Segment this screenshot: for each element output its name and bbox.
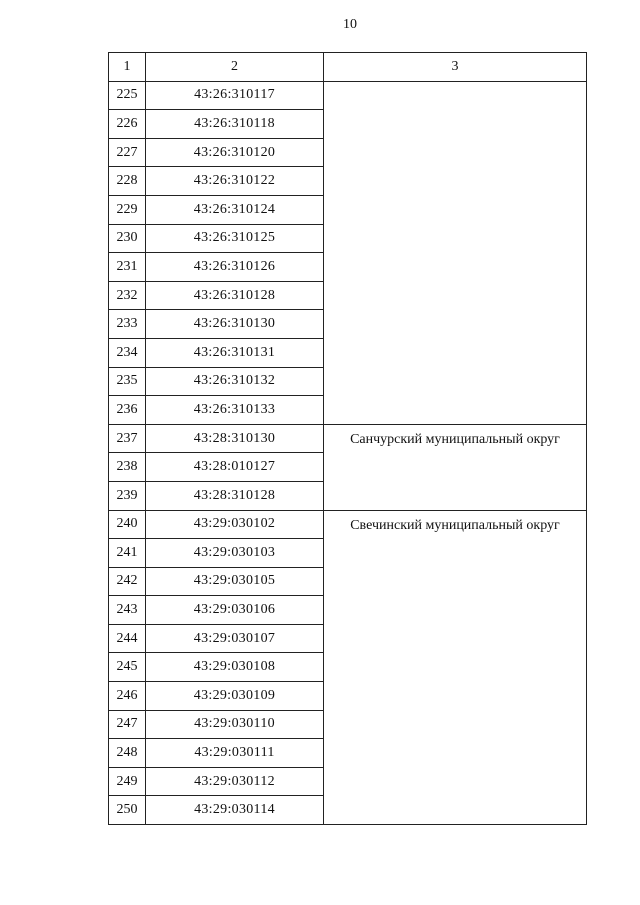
table-row (109, 510, 587, 539)
page-number: 10 (343, 17, 357, 32)
header-col-1: 1 (109, 53, 146, 82)
municipal-district-cell: Свечинский муниципальный округ (324, 510, 587, 825)
cadastral-number: 43:26:310126 (146, 253, 324, 282)
cadastral-number: 43:29:030105 (146, 567, 324, 596)
cadastral-number: 43:29:030112 (146, 767, 324, 796)
row-number: 239 (109, 481, 146, 510)
cadastral-number: 43:26:310131 (146, 338, 324, 367)
municipal-district-cell (324, 81, 587, 424)
row-number: 235 (109, 367, 146, 396)
row-number: 225 (109, 81, 146, 110)
row-number: 247 (109, 710, 146, 739)
header-col-2: 2 (146, 53, 324, 82)
row-number: 229 (109, 195, 146, 224)
cadastral-number: 43:26:310120 (146, 138, 324, 167)
table-body (109, 81, 587, 824)
row-number: 243 (109, 596, 146, 625)
cadastral-number: 43:29:030102 (146, 510, 324, 539)
cadastral-number: 43:29:030109 (146, 682, 324, 711)
cadastral-number: 43:26:310118 (146, 110, 324, 139)
row-number: 246 (109, 682, 146, 711)
row-number: 237 (109, 424, 146, 453)
row-number: 230 (109, 224, 146, 253)
cadastral-number: 43:29:030107 (146, 624, 324, 653)
cadastral-number: 43:26:310132 (146, 367, 324, 396)
cadastral-number: 43:28:010127 (146, 453, 324, 482)
header-col-3: 3 (324, 53, 587, 82)
cadastral-number: 43:29:030103 (146, 539, 324, 568)
row-number: 248 (109, 739, 146, 768)
cadastral-number: 43:26:310122 (146, 167, 324, 196)
cadastral-number: 43:29:030114 (146, 796, 324, 825)
row-number: 242 (109, 567, 146, 596)
row-number: 245 (109, 653, 146, 682)
cadastral-table (108, 52, 587, 825)
cadastral-number: 43:28:310128 (146, 481, 324, 510)
cadastral-table-container (108, 52, 586, 825)
row-number: 227 (109, 138, 146, 167)
row-number: 250 (109, 796, 146, 825)
row-number: 233 (109, 310, 146, 339)
row-number: 231 (109, 253, 146, 282)
cadastral-number: 43:29:030110 (146, 710, 324, 739)
row-number: 234 (109, 338, 146, 367)
cadastral-number: 43:26:310128 (146, 281, 324, 310)
cadastral-number: 43:29:030106 (146, 596, 324, 625)
row-number: 249 (109, 767, 146, 796)
table-row (109, 424, 587, 453)
table-row (109, 81, 587, 110)
row-number: 238 (109, 453, 146, 482)
cadastral-number: 43:26:310125 (146, 224, 324, 253)
cadastral-number: 43:29:030111 (146, 739, 324, 768)
table-header-row (109, 53, 587, 82)
cadastral-number: 43:28:310130 (146, 424, 324, 453)
row-number: 232 (109, 281, 146, 310)
row-number: 228 (109, 167, 146, 196)
cadastral-number: 43:26:310133 (146, 396, 324, 425)
cadastral-number: 43:26:310130 (146, 310, 324, 339)
cadastral-number: 43:26:310124 (146, 195, 324, 224)
row-number: 240 (109, 510, 146, 539)
row-number: 226 (109, 110, 146, 139)
row-number: 244 (109, 624, 146, 653)
row-number: 236 (109, 396, 146, 425)
municipal-district-cell: Санчурский муниципальный округ (324, 424, 587, 510)
cadastral-number: 43:29:030108 (146, 653, 324, 682)
row-number: 241 (109, 539, 146, 568)
cadastral-number: 43:26:310117 (146, 81, 324, 110)
